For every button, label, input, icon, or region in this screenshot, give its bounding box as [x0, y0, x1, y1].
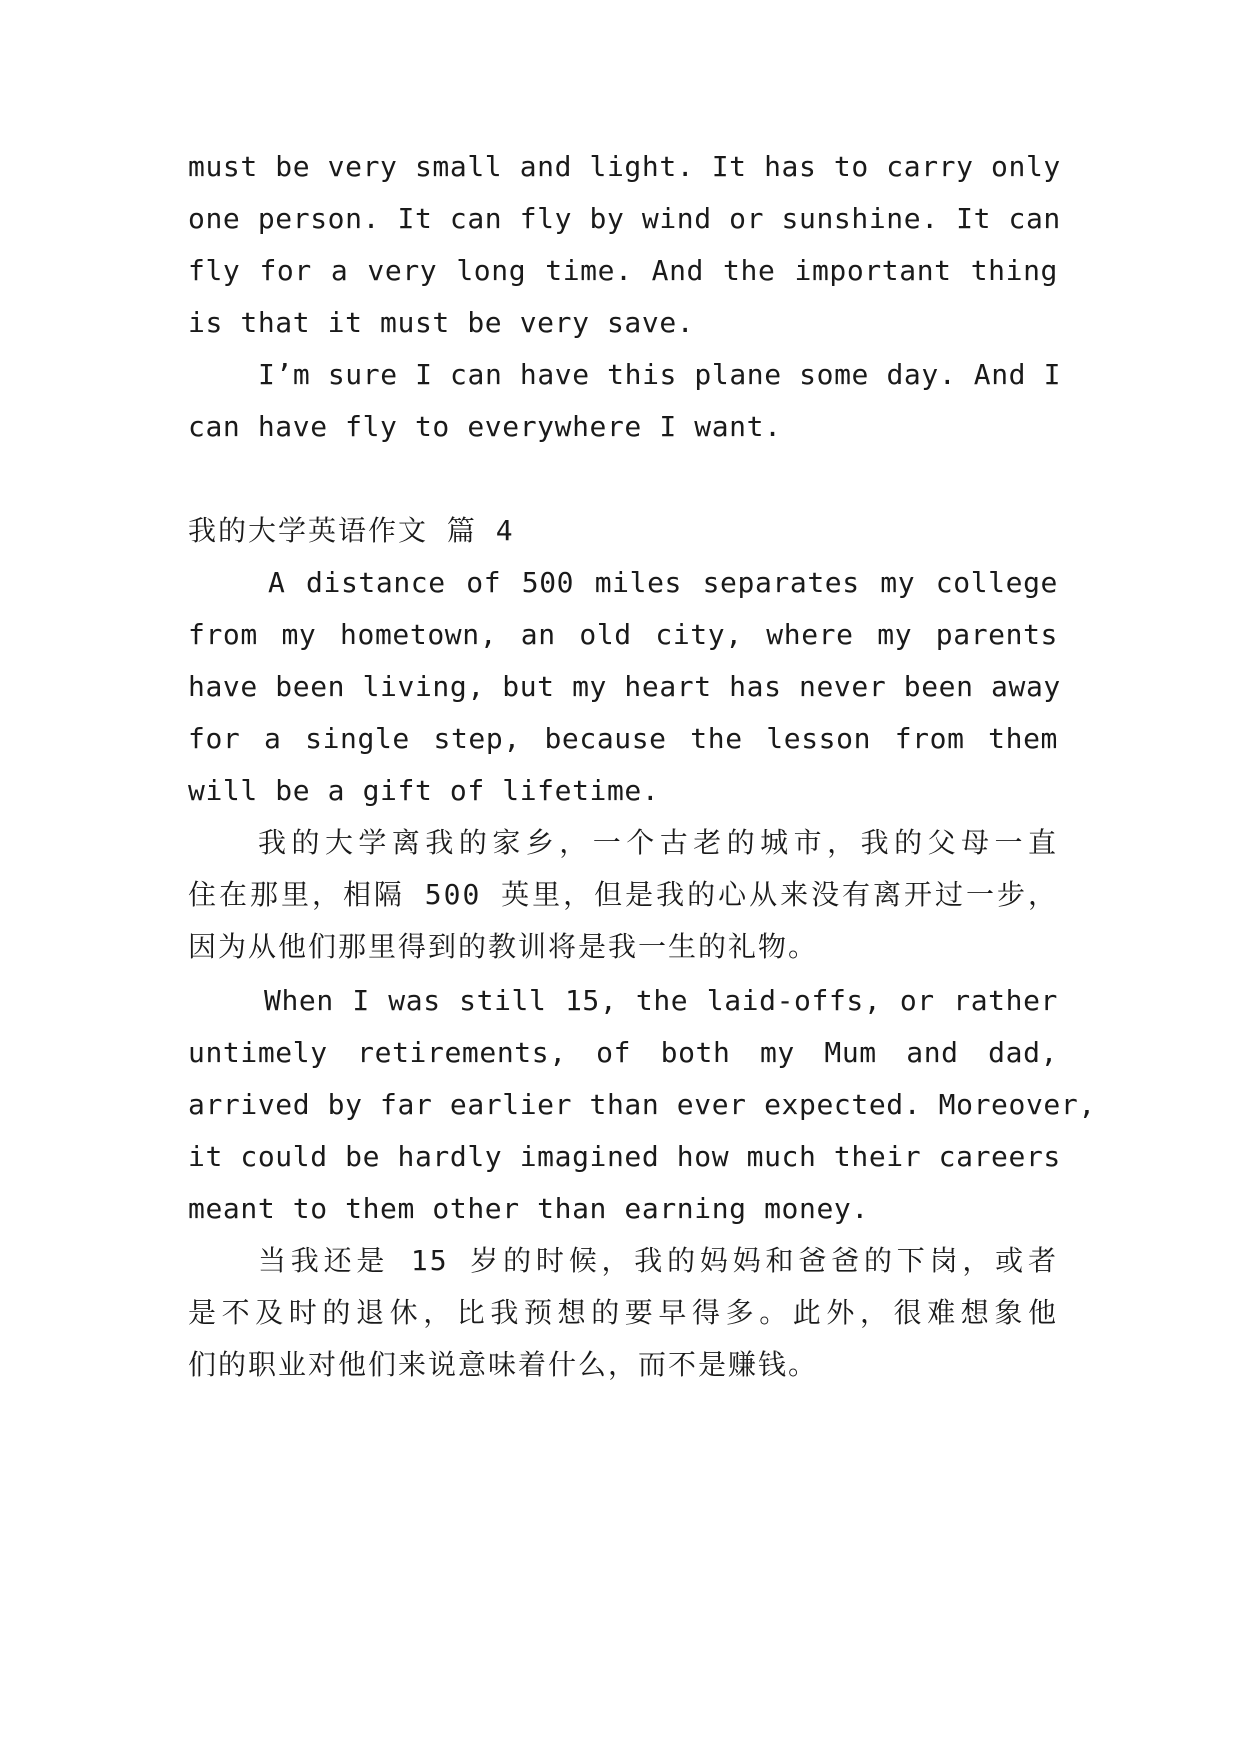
paragraph-line: meant to them other than earning money. [188, 1192, 869, 1225]
paragraph-line: from my hometown, an old city, where my parents [188, 618, 1058, 651]
paragraph-line: A distance of 500 miles separates my college [268, 566, 1058, 599]
paragraph-line: 因为从他们那里得到的教训将是我一生的礼物。 [188, 930, 819, 963]
paragraph-line: untimely retirements, of both my Mum and dad, [188, 1036, 1058, 1069]
paragraph-line: for a single step, because the lesson from them [188, 722, 1058, 755]
paragraph-line: can have fly to everywhere I want. [188, 410, 782, 443]
paragraph-line: will be a gift of lifetime. [188, 774, 660, 807]
paragraph-line: it could be hardly imagined how much their careers [188, 1140, 1061, 1173]
paragraph-line: When I was still 15, the laid-offs, or rather [264, 984, 1058, 1017]
paragraph-line: is that it must be very save. [188, 306, 695, 339]
paragraph-line: 是不及时的退休，比我预想的要早得多。此外，很难想象他 [188, 1296, 1058, 1329]
paragraph-line: arrived by far earlier than ever expected. Moreover, [188, 1088, 1096, 1121]
paragraph-line: I’m sure I can have this plane some day. And I [258, 358, 1062, 391]
paragraph-line: one person. It can fly by wind or sunshine. It can [188, 202, 1061, 235]
paragraph-line: have been living, but my heart has never been away [188, 670, 1061, 703]
paragraph-line: fly for a very long time. And the important thing [188, 254, 1058, 287]
paragraph-line: 们的职业对他们来说意味着什么，而不是赚钱。 [188, 1348, 819, 1381]
paragraph-line: 当我还是 15 岁的时候，我的妈妈和爸爸的下岗，或者 [258, 1244, 1058, 1277]
paragraph-line: 住在那里，相隔 500 英里，但是我的心从来没有离开过一步， [188, 878, 1058, 911]
paragraph-line: must be very small and light. It has to carry only [188, 150, 1061, 183]
paragraph-line: 我的大学离我的家乡，一个古老的城市，我的父母一直 [258, 826, 1058, 859]
section-heading: 我的大学英语作文 篇 4 [188, 514, 515, 547]
